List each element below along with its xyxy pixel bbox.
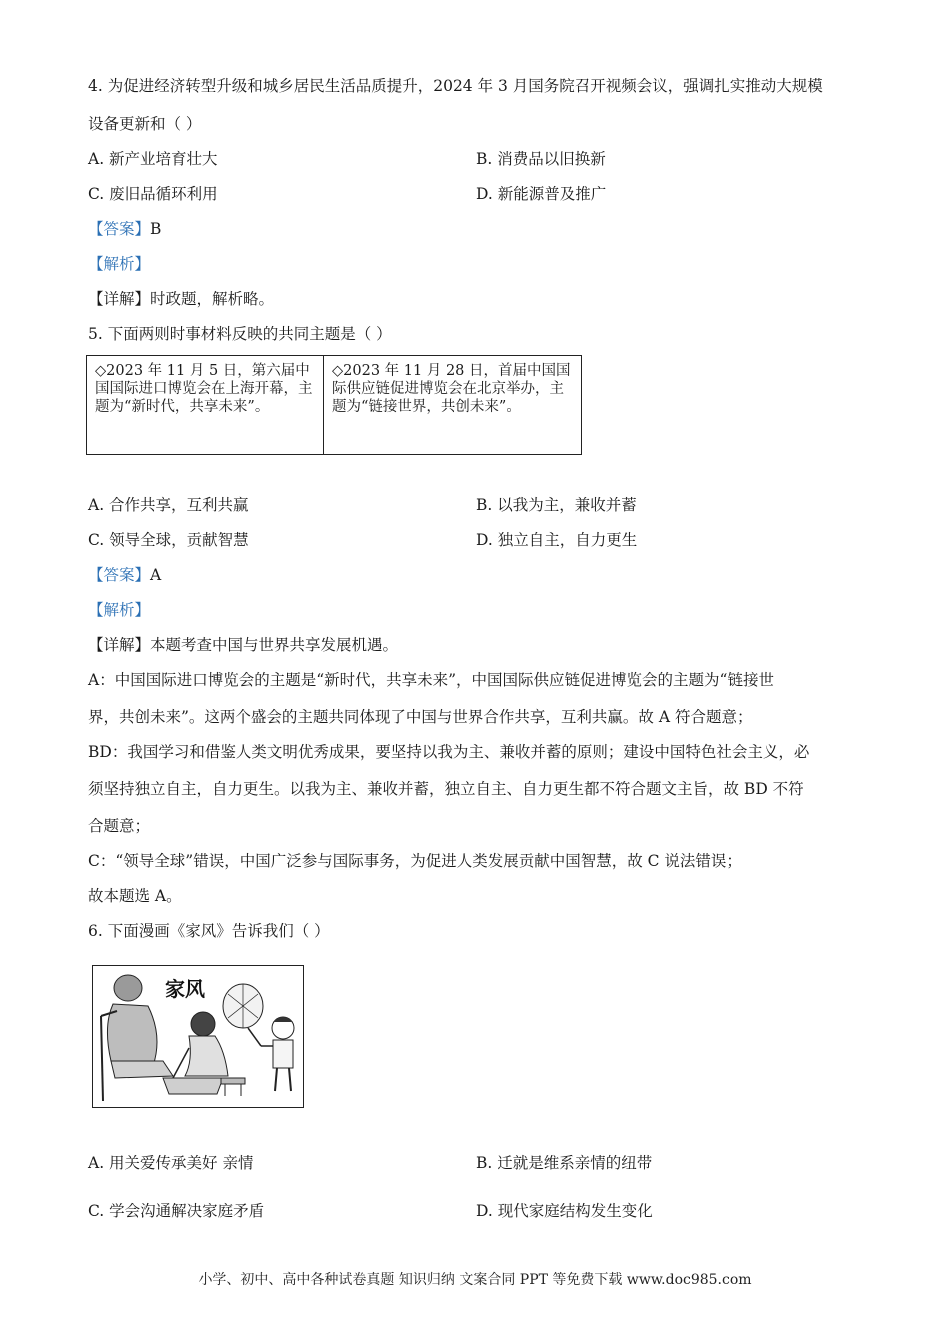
q6-stem: 6. 下面漫画《家风》告诉我们（ ） [88, 922, 330, 940]
q4-option-b: B. 消费品以旧换新 [476, 150, 606, 168]
q4-option-a: A. 新产业培育壮大 [88, 150, 218, 168]
q5-answer-label: 【答案】 [88, 566, 151, 584]
page-footer: 小学、初中、高中各种试卷真题 知识归纳 文案合同 PPT 等免费下载 www.doc985.com [198, 1272, 752, 1288]
q5-explain-bd-line3: 合题意； [88, 817, 151, 835]
family-tradition-cartoon [92, 965, 304, 1108]
q6-option-c: C. 学会沟通解决家庭矛盾 [88, 1202, 265, 1220]
q6-option-d: D. 现代家庭结构发生变化 [476, 1202, 653, 1220]
q5-option-c: C. 领导全球，贡献智慧 [88, 531, 249, 549]
q5-conclusion: 故本题选 A。 [88, 887, 182, 905]
q5-detail: 【详解】本题考查中国与世界共享发展机遇。 [88, 636, 399, 654]
q4-analysis-label: 【解析】 [88, 255, 151, 273]
q4-stem-line2: 设备更新和（ ） [88, 115, 202, 133]
q5-material-table [86, 355, 582, 455]
q5-explain-a-line1: A：中国国际进口博览会的主题是“新时代，共享未来”，中国国际供应链促进博览会的主题为“链接世 [88, 671, 774, 689]
q4-answer-value: B [150, 220, 162, 238]
q5-material-left: ◇2023 年 11 月 5 日，第六届中国国际进口博览会在上海开幕，主题为“新时代，共享未来”。 [87, 356, 324, 454]
cartoon-title: 家风 [165, 977, 205, 1001]
q5-explain-c: C：“领导全球”错误，中国广泛参与国际事务，为促进人类发展贡献中国智慧，故 C 说法错误； [88, 852, 742, 870]
q5-option-d: D. 独立自主，自力更生 [476, 531, 638, 549]
q6-option-b: B. 迁就是维系亲情的纽带 [476, 1154, 653, 1172]
q4-option-c: C. 废旧品循环利用 [88, 185, 218, 203]
cartoon-illustration [93, 966, 303, 1107]
q4-option-d: D. 新能源普及推广 [476, 185, 607, 203]
q5-option-a: A. 合作共享，互利共赢 [88, 496, 249, 514]
q5-explain-a-line2: 界，共创未来”。这两个盛会的主题共同体现了中国与世界合作共享，互利共赢。故 A 符合题意； [88, 708, 753, 726]
q5-answer [88, 564, 161, 586]
q4-answer [88, 218, 161, 240]
q5-explain-bd-line2: 须坚持独立自主，自力更生。以我为主、兼收并蓄，独立自主、自力更生都不符合题文主旨，故 BD 不符 [88, 780, 804, 798]
q6-option-a: A. 用关爱传承美好 亲情 [88, 1154, 254, 1172]
q4-answer-label: 【答案】 [88, 220, 151, 238]
q5-stem: 5. 下面两则时事材料反映的共同主题是（ ） [88, 325, 392, 343]
q5-material-right: ◇2023 年 11 月 28 日，首届中国国际供应链促进博览会在北京举办，主题为“链接世界，共创未来”。 [332, 363, 571, 415]
q5-answer-value: A [150, 566, 162, 584]
q4-detail: 【详解】时政题，解析略。 [88, 290, 275, 308]
q5-option-b: B. 以我为主，兼收并蓄 [476, 496, 637, 514]
q4-stem-line1: 4. 为促进经济转型升级和城乡居民生活品质提升，2024 年 3 月国务院召开视频会议，强调扎实推动大规模 [88, 77, 823, 95]
q5-analysis-label: 【解析】 [88, 601, 151, 619]
q5-explain-bd-line1: BD：我国学习和借鉴人类文明优秀成果，要坚持以我为主、兼收并蓄的原则；建设中国特色社会主义，必 [88, 743, 810, 761]
